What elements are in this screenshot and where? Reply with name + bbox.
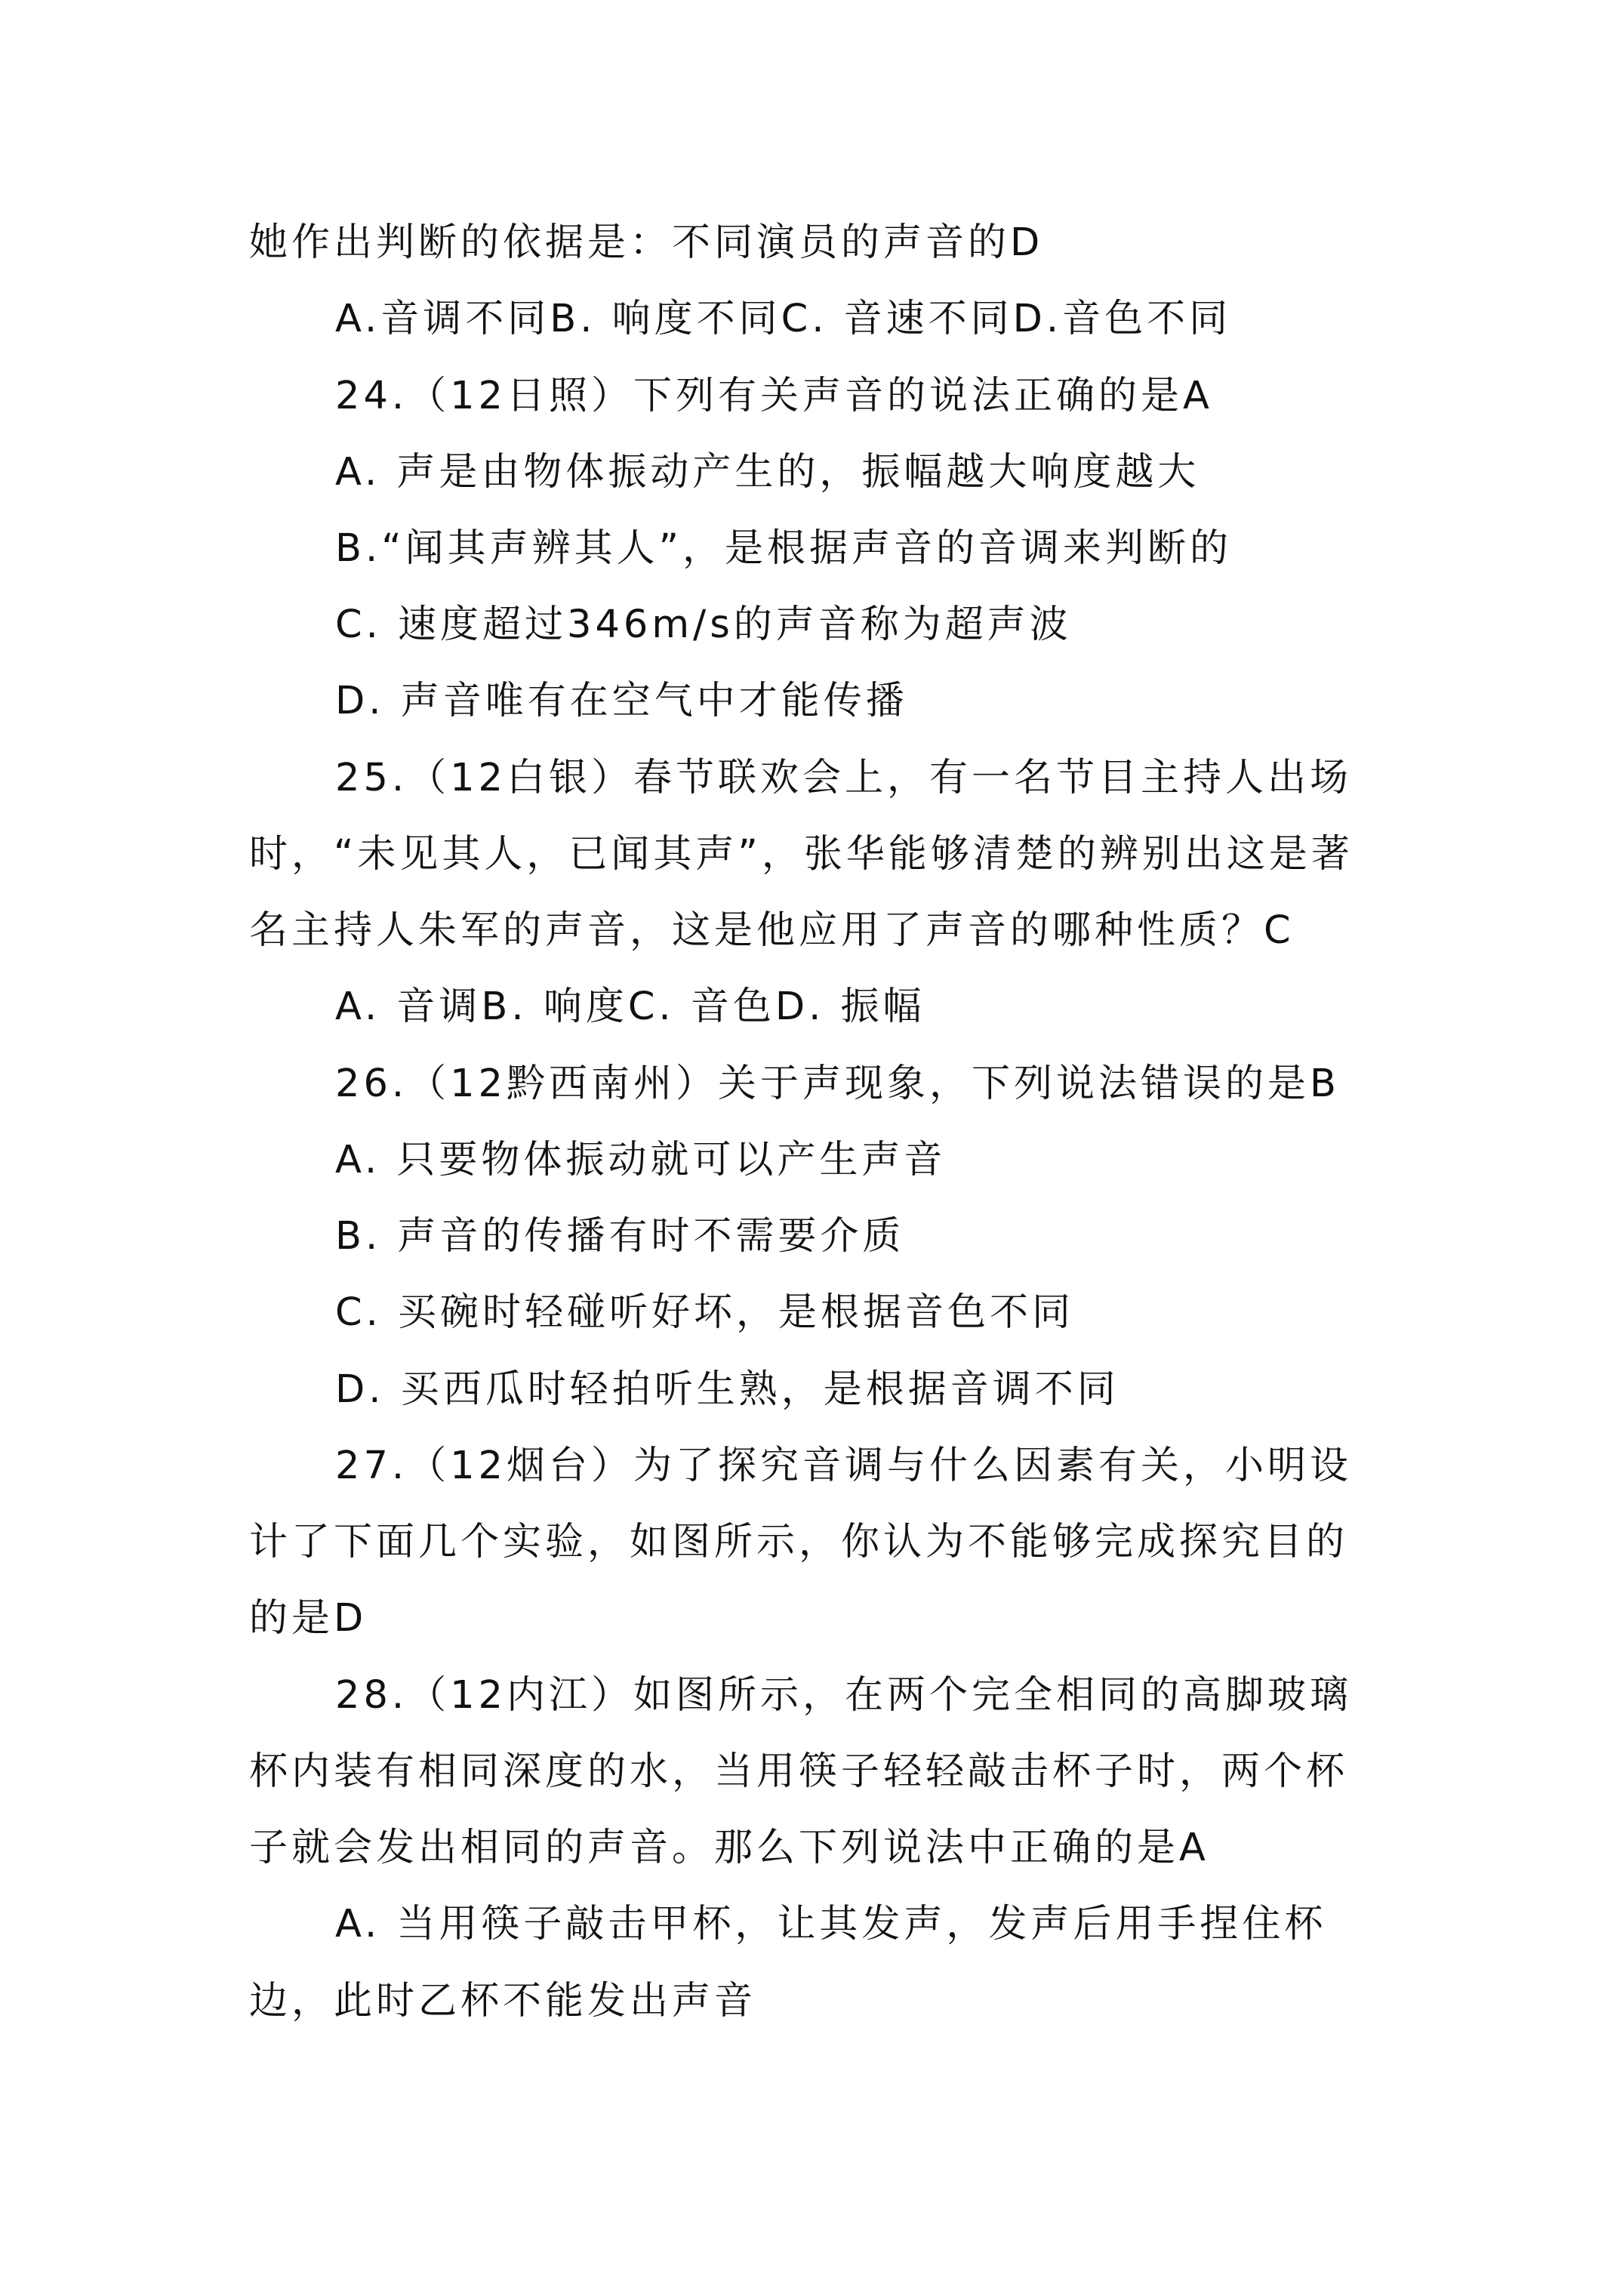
text-line: 时，“未见其人，已闻其声”，张华能够清楚的辨别出这是著 [249, 832, 1354, 877]
question-25: 25.（12白银）春节联欢会上，有一名节目主持人出场 [335, 756, 1353, 800]
option-d: D. 买西瓜时轻拍听生熟，是根据音调不同 [335, 1367, 1119, 1412]
text-line: 边，此时乙杯不能发出声音 [249, 1979, 757, 2023]
question-26: 26.（12黔西南州）关于声现象，下列说法错误的是B [335, 1062, 1340, 1106]
options-line: A. 音调B. 响度C. 音色D. 振幅 [335, 985, 925, 1029]
option-b: B. 声音的传播有时不需要介质 [335, 1214, 905, 1259]
text-line: 名主持人朱军的声音，这是他应用了声音的哪种性质？C [249, 908, 1295, 953]
option-c: C. 速度超过346m/s的声音称为超声波 [335, 603, 1072, 647]
text-line: 杯内装有相同深度的水，当用筷子轻轻敲击杯子时，两个杯 [249, 1749, 1349, 1794]
text-line: 计了下面几个实验，如图所示，你认为不能够完成探究目的 [249, 1520, 1349, 1564]
option-a: A. 当用筷子敲击甲杯，让其发声，发声后用手捏住杯 [335, 1902, 1327, 1946]
option-d: D. 声音唯有在空气中才能传播 [335, 679, 908, 723]
text-line: 子就会发出相同的声音。那么下列说法中正确的是A [249, 1826, 1209, 1870]
question-24: 24.（12日照）下列有关声音的说法正确的是A [335, 374, 1213, 418]
question-27: 27.（12烟台）为了探究音调与什么因素有关，小明设 [335, 1444, 1353, 1488]
option-b: B.“闻其声辨其人”，是根据声音的音调来判断的 [335, 526, 1233, 571]
option-a: A. 声是由物体振动产生的，振幅越大响度越大 [335, 450, 1200, 495]
question-28: 28.（12内江）如图所示，在两个完全相同的高脚玻璃 [335, 1673, 1353, 1718]
text-line: 她作出判断的依据是：不同演员的声音的D [249, 220, 1044, 265]
option-a: A. 只要物体振动就可以产生声音 [335, 1138, 947, 1182]
text-line: 的是D [249, 1596, 368, 1641]
option-c: C. 买碗时轻碰听好坏，是根据音色不同 [335, 1290, 1075, 1335]
text-line: A.音调不同B. 响度不同C. 音速不同D.音色不同 [335, 297, 1232, 341]
